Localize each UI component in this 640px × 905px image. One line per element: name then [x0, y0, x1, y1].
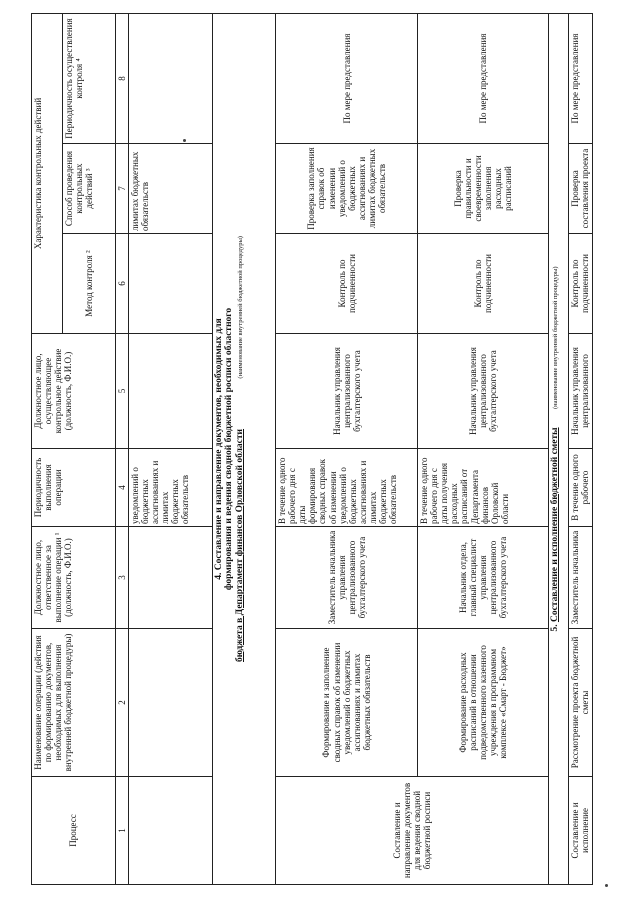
carry-process: [129, 777, 213, 885]
section-5-process: Составление и исполнение: [569, 777, 593, 885]
section-5-title: [548, 14, 568, 885]
responsible-cell: Заместитель начальника управления централизованного бухгалтерского учета: [276, 527, 418, 629]
col-number: 8: [115, 14, 128, 144]
header-operation: Наименование операции (действия по формированию документов, необходимых для выполнения внутренней бюджетной процедуры): [32, 629, 116, 777]
section-5-note: (наименование внутренней бюджетной процедуры): [551, 266, 559, 410]
section-5-title-row: [548, 14, 568, 885]
header-row-1: [32, 14, 63, 885]
method-cell: Контроль по подчиненности: [418, 234, 549, 334]
carry-controller: [129, 334, 213, 449]
carry-responsible: [129, 527, 213, 629]
col-number: 3: [115, 527, 128, 629]
periodicity-cell: В течение одного рабочего дня с даты формирования сводных справок об изменении уведомлений о бюджетных ассигнованиях и лимитах бюджетных обязательств: [276, 449, 418, 527]
control-periodicity-cell: По мере представления: [569, 14, 593, 144]
operation-cell: Формирование и заполнение сводных справок об изменении уведомлений о бюджетных ассигнованиях и лимитах бюджетных обязательств: [276, 629, 418, 777]
way-cell: Проверка правильности и своевременности заполнения расходных расписаний: [418, 144, 549, 234]
col-number: 7: [115, 144, 128, 234]
header-periodicity: Периодичность выполнения операции: [32, 449, 116, 527]
section-4-number: 4.: [213, 572, 224, 580]
section-5-title-text: Составление и исполнение бюджетной сметы: [549, 427, 560, 623]
responsible-cell: Заместитель начальника: [569, 527, 593, 629]
method-cell: Контроль по подчиненности: [276, 234, 418, 334]
col-number: 1: [115, 777, 128, 885]
controller-cell: Начальник управления централизованного бухгалтерского учета: [276, 334, 418, 449]
periodicity-cell: В течение одного рабочего дня с даты получения расходных расписаний от Департамента финансов Орловской области: [418, 449, 549, 527]
section-4-title-line-1: Составление и направление документов, необходимых для: [213, 318, 224, 571]
col-number: 2: [115, 629, 128, 777]
control-periodicity-cell: По мере представления: [418, 14, 549, 144]
controller-cell: Начальник управления централизованного: [569, 334, 593, 449]
section-4-title: [212, 14, 275, 885]
col-number: 5: [115, 334, 128, 449]
section-4-title-row: [212, 14, 275, 885]
control-periodicity-cell: По мере представления: [276, 14, 418, 144]
budget-procedures-table: [31, 13, 593, 885]
section-5-row: [569, 14, 593, 885]
way-cell: Проверка составления проекта: [569, 144, 593, 234]
header-controller: Должностное лицо, осуществляющее контрольное действие (должность, Ф.И.О.): [32, 334, 116, 449]
section-4-note: (наименование внутренней бюджетной процедуры): [237, 236, 245, 379]
header-process: Процесс: [32, 777, 116, 885]
section-4-process: Составление и направление документов для ведения сводной бюджетной росписи: [276, 777, 549, 885]
section-4-row-2: [418, 14, 549, 885]
carry-operation: [129, 629, 213, 777]
header-method: Метод контроля ²: [62, 234, 115, 334]
carry-method: [129, 234, 213, 334]
header-characteristics: Характеристика контрольных действий: [32, 14, 63, 334]
controller-cell: Начальник управления централизованного бухгалтерского учета: [418, 334, 549, 449]
col-number: 4: [115, 449, 128, 527]
section-4-row-1: [276, 14, 418, 885]
header-responsible: Должностное лицо, ответственное за выполнение операции ¹ (должность, Ф.И.О.): [32, 527, 116, 629]
section-5-number: 5.: [549, 624, 560, 632]
operation-cell: Формирование расходных расписаний в отношении подведомственного казенного учреждения в программном комплексе «Смарт - Бюджет»: [418, 629, 549, 777]
carry-over-row: [129, 14, 213, 885]
header-control-periodicity: Периодичность осуществления контроля ⁴: [62, 14, 115, 144]
way-cell: Проверка заполнения справок об изменении уведомлений о бюджетных ассигнованиях и лимитах бюджетных обязательств: [276, 144, 418, 234]
method-cell: Контроль по подчиненности: [569, 234, 593, 334]
carry-way: лимитах бюджетных обязательств: [129, 144, 213, 234]
header-way: Способ проведения контрольных действий ³: [62, 144, 115, 234]
column-numbers-row: [115, 14, 128, 885]
periodicity-cell: В течение одного рабочего: [569, 449, 593, 527]
section-4-title-line-2: формирования и ведения сводной бюджетной росписи областного: [224, 307, 235, 591]
carry-periodicity: уведомлений о бюджетных ассигнованиях и лимитах бюджетных обязательств: [129, 449, 213, 527]
carry-control-periodicity: [129, 14, 213, 144]
operation-cell: Рассмотрение проекта бюджетной сметы: [569, 629, 593, 777]
col-number: 6: [115, 234, 128, 334]
responsible-cell: Начальник отдела, главный специалист управления централизованного бухгалтерского учета: [418, 527, 549, 629]
section-4-title-line-3: бюджета в Департамент финансов Орловской области: [235, 428, 246, 662]
